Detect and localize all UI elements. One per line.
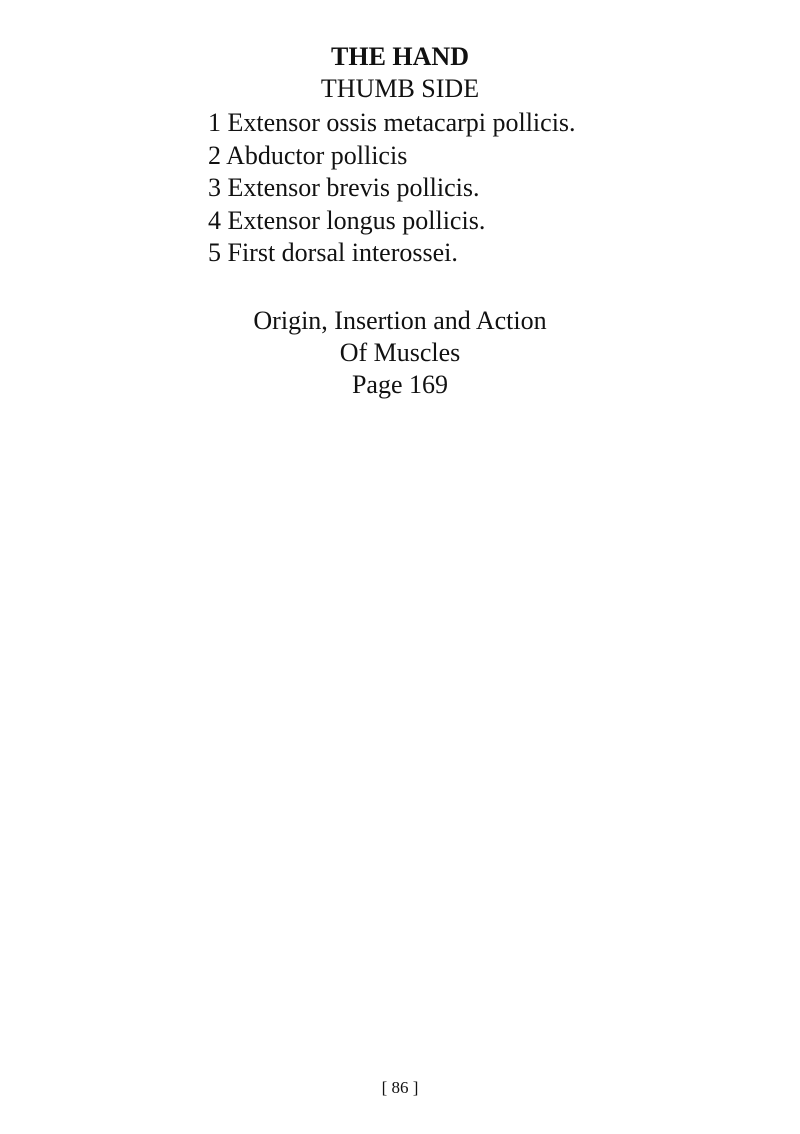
list-item: 2 Abductor pollicis	[208, 140, 408, 170]
list-item: 3 Extensor brevis pollicis.	[208, 173, 480, 202]
page-title: THE HAND	[331, 42, 469, 71]
reference-line: Of Muscles	[339, 338, 461, 367]
page-number: [ 86 ]	[381, 1078, 419, 1097]
reference-line: Origin, Insertion and Action	[253, 306, 547, 335]
muscle-list	[208, 107, 576, 270]
list-item: 4 Extensor longus pollicis.	[208, 205, 486, 235]
page-subtitle: THUMB SIDE	[320, 74, 480, 103]
reference-page: Page 169	[351, 370, 449, 399]
list-item: 1 Extensor ossis metacarpi pollicis.	[208, 108, 576, 137]
list-item: 5 First dorsal interossei.	[208, 238, 458, 267]
cross-reference	[0, 305, 800, 401]
